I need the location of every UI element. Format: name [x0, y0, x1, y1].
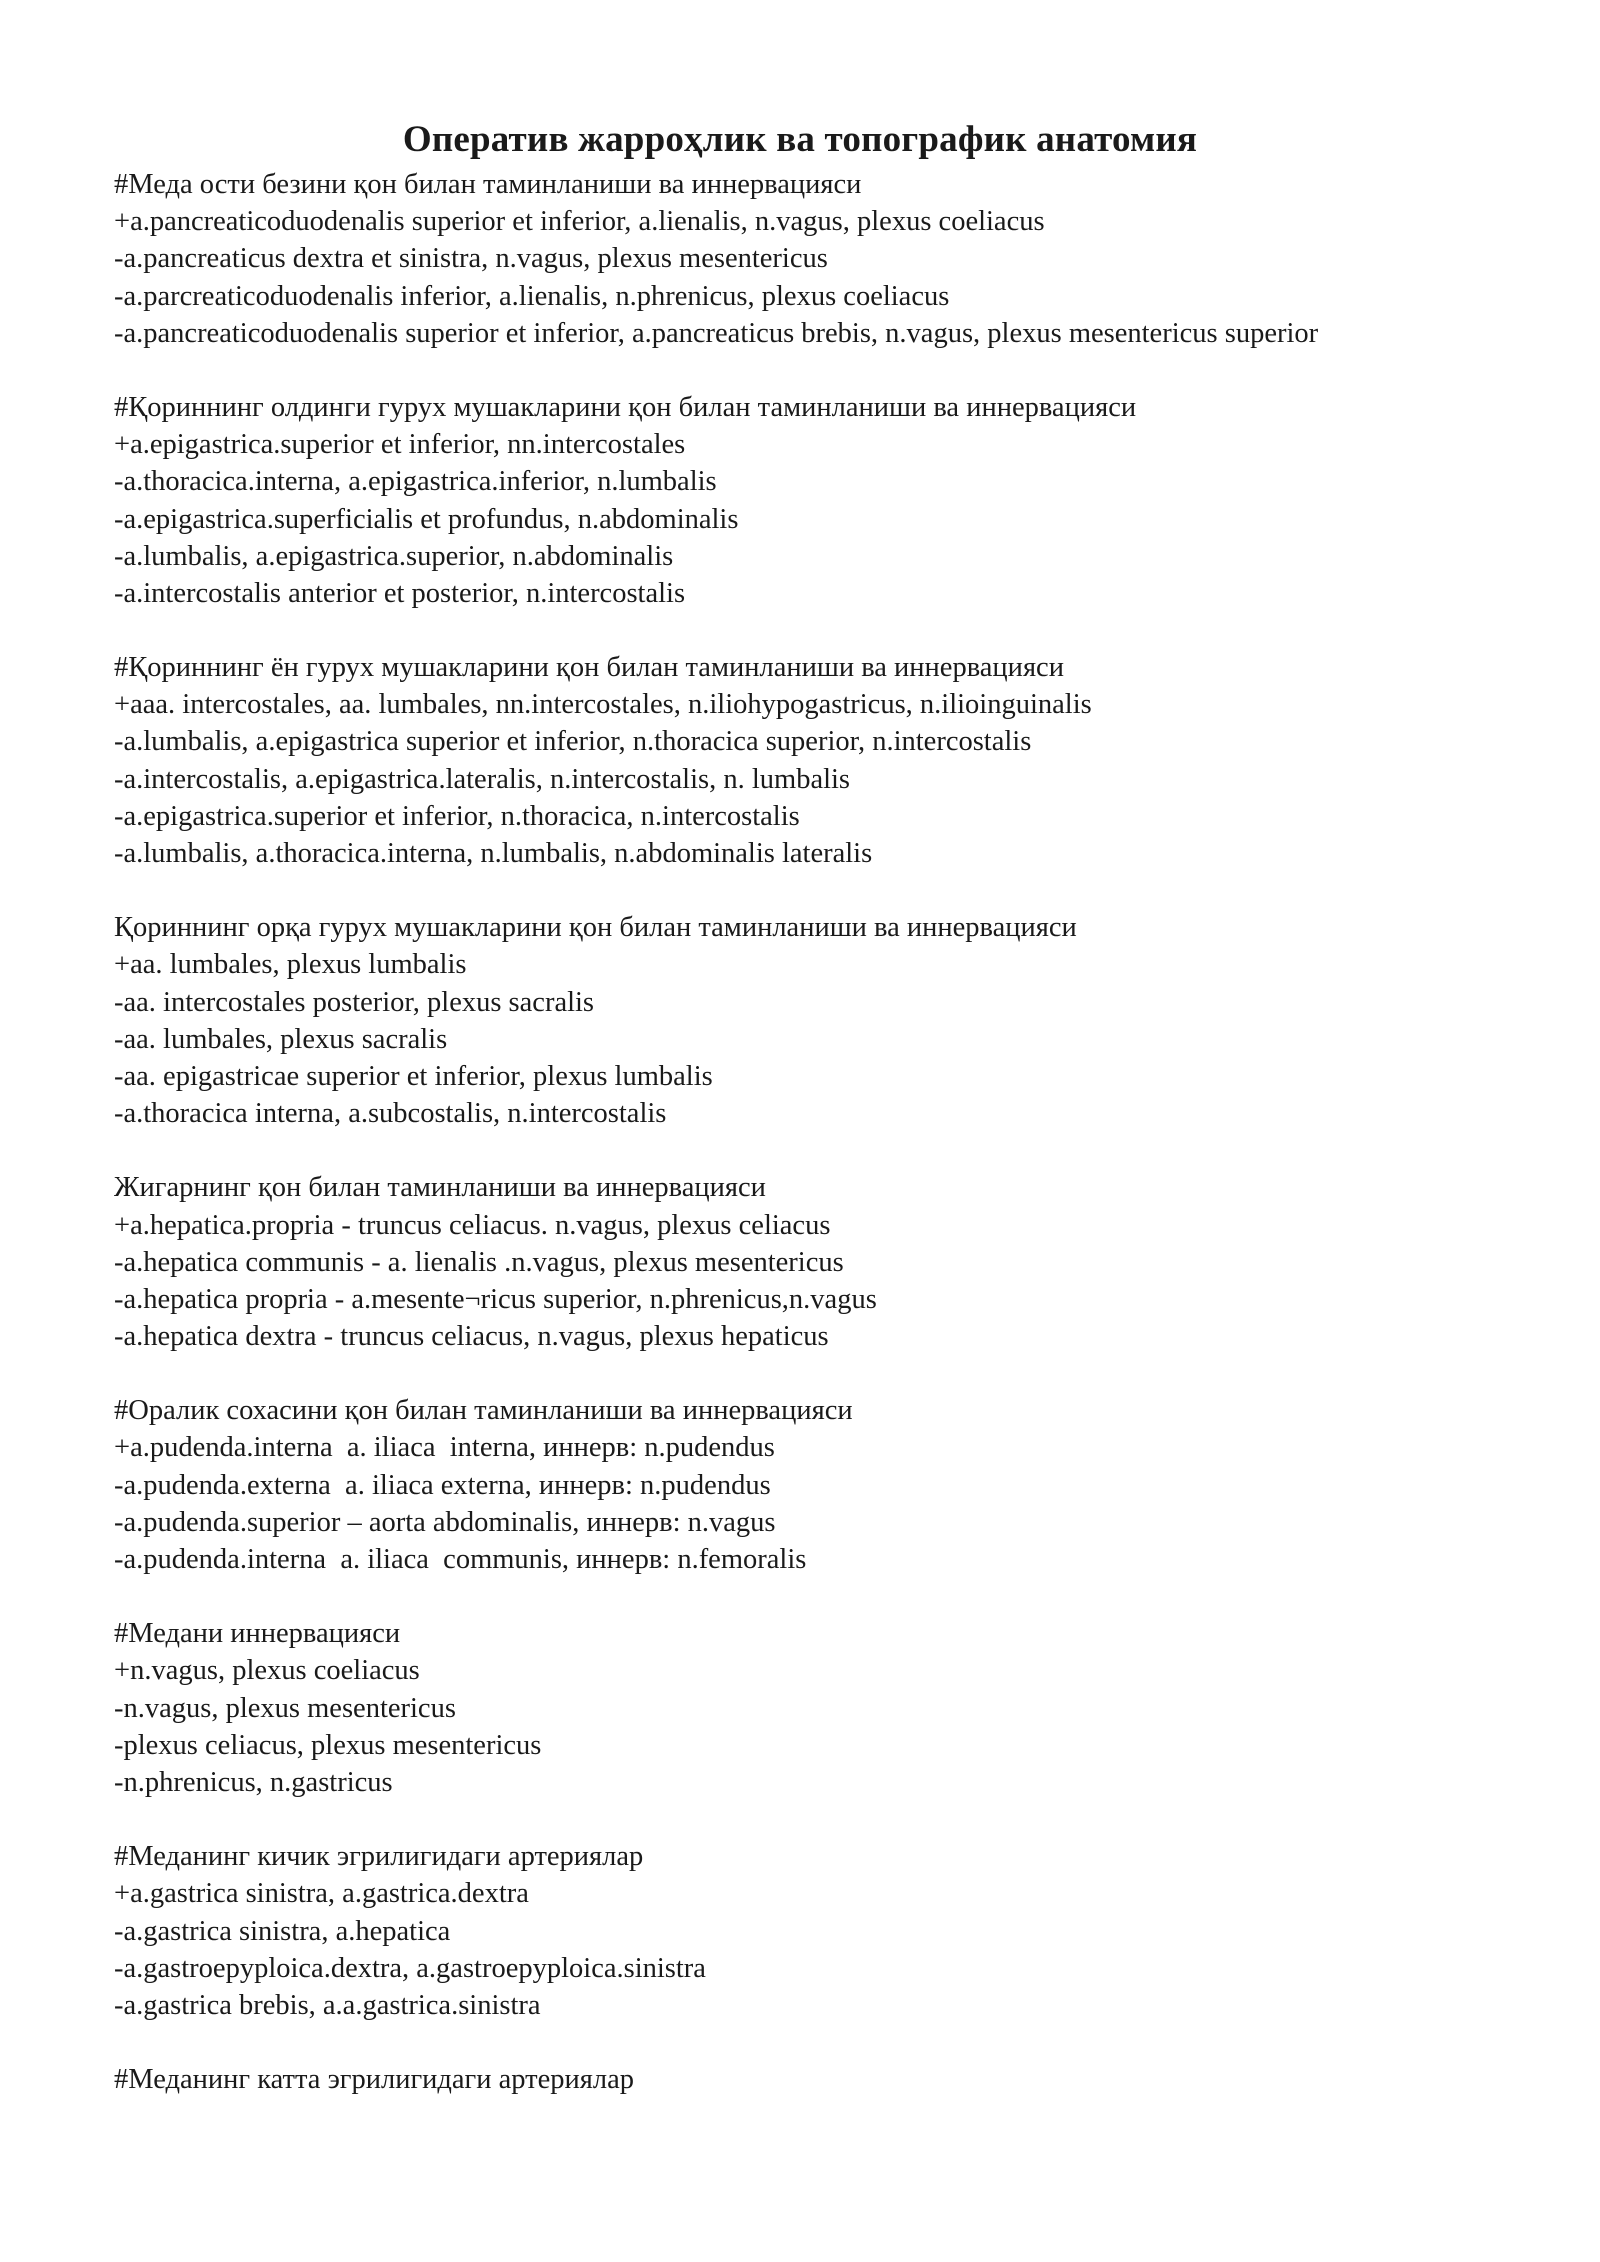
answer-option: -a.thoracica interna, a.subcostalis, n.intercostalis	[114, 1098, 667, 1130]
question-text: Қориннинг орқа гурух мушакларини қон билан таминланиши ва иннервацияси	[114, 912, 1077, 944]
answer-option: +a.gastrica sinistra, a.gastrica.dextra	[114, 1878, 529, 1910]
answer-option: +aa. lumbales, plexus lumbalis	[114, 949, 467, 981]
question-text: #Оралик сохасини қон билан таминланиши ва иннервацияси	[114, 1395, 853, 1427]
answer-option: -a.epigastrica.superficialis et profundus, n.abdominalis	[114, 503, 739, 535]
answer-option: -a.thoracica.interna, a.epigastrica.inferior, n.lumbalis	[114, 466, 717, 498]
answer-option: -a.gastrica brebis, a.a.gastrica.sinistra	[114, 1989, 541, 2021]
question-text: Жигарнинг қон билан таминланиши ва иннервацияси	[114, 1172, 766, 1204]
question-block	[114, 166, 1554, 352]
answer-option: -a.intercostalis anterior et posterior, n.intercostalis	[114, 577, 686, 609]
question-text: #Қориннинг олдинги гурух мушакларини қон билан таминланиши ва иннервацияси	[114, 391, 1137, 423]
answer-option: -a.pancreaticoduodenalis superior et inferior, a.pancreaticus brebis, n.vagus, plexus mesentericus superior	[114, 317, 1319, 349]
question-block	[114, 909, 1554, 1132]
question-block	[114, 1392, 1554, 1578]
answer-option: -aa. lumbales, plexus sacralis	[114, 1023, 448, 1055]
answer-option: -a.hepatica propria - a.mesente¬ricus superior, n.phrenicus,n.vagus	[114, 1283, 877, 1315]
question-text: #Меданинг кичик эгрилигидаги артериялар	[114, 1841, 644, 1873]
answer-option: +a.pancreaticoduodenalis superior et inferior, a.lienalis, n.vagus, plexus coeliacus	[114, 206, 1045, 238]
answer-option: +a.hepatica.propria - truncus celiacus. n.vagus, plexus celiacus	[114, 1209, 831, 1241]
answer-option: -a.intercostalis, a.epigastrica.lateralis, n.intercostalis, n. lumbalis	[114, 763, 851, 795]
answer-option: -a.pudenda.externa a. iliaca externa, иннерв: n.pudendus	[114, 1469, 771, 1501]
answer-option: -plexus celiacus, plexus mesentericus	[114, 1729, 542, 1761]
question-text: #Медани иннервацияси	[114, 1618, 401, 1650]
answer-option: -a.parcreaticoduodenalis inferior, a.lienalis, n.phrenicus, plexus coeliacus	[114, 280, 950, 312]
question-block	[114, 389, 1554, 612]
question-block	[114, 2061, 1554, 2098]
question-text: #Меда ости безини қон билан таминланиши ва иннервацияси	[114, 169, 862, 200]
question-list	[114, 166, 1554, 2135]
answer-option: -aa. intercostales posterior, plexus sacralis	[114, 986, 595, 1018]
answer-option: -a.hepatica communis - a. lienalis .n.vagus, plexus mesentericus	[114, 1246, 844, 1278]
answer-option: -a.gastroepyploica.dextra, a.gastroepyploica.sinistra	[114, 1952, 706, 1984]
answer-option: +a.pudenda.interna a. iliaca interna, иннерв: n.pudendus	[114, 1432, 775, 1464]
answer-option: +a.epigastrica.superior et inferior, nn.intercostales	[114, 429, 686, 461]
answer-option: -aa. epigastricae superior et inferior, plexus lumbalis	[114, 1060, 713, 1092]
answer-option: -a.lumbalis, a.thoracica.interna, n.lumbalis, n.abdominalis lateralis	[114, 838, 873, 869]
answer-option: -a.pancreaticus dextra et sinistra, n.vagus, plexus mesentericus	[114, 243, 828, 275]
question-text: #Меданинг катта эгрилигидаги артериялар	[114, 2064, 634, 2096]
answer-option: +aaa. intercostales, aa. lumbales, nn.intercostales, n.iliohypogastricus, n.ilioinguinalis	[114, 689, 1092, 721]
question-block	[114, 1838, 1554, 2024]
answer-option: -n.vagus, plexus mesentericus	[114, 1692, 456, 1724]
answer-option: -a.gastrica sinistra, a.hepatica	[114, 1915, 451, 1947]
answer-option: -a.pudenda.superior – aorta abdominalis, иннерв: n.vagus	[114, 1506, 776, 1538]
answer-option: -a.hepatica dextra - truncus celiacus, n.vagus, plexus hepaticus	[114, 1321, 829, 1353]
answer-option: -a.lumbalis, a.epigastrica.superior, n.abdominalis	[114, 540, 674, 572]
question-block	[114, 1169, 1554, 1355]
answer-option: -a.pudenda.interna a. iliaca communis, иннерв: n.femoralis	[114, 1544, 807, 1575]
question-block	[114, 649, 1554, 872]
document-title: Оператив жарроҳлик ва топографик анатомия	[402, 119, 1198, 160]
answer-option: -a.lumbalis, a.epigastrica superior et inferior, n.thoracica superior, n.intercostalis	[114, 726, 1032, 758]
answer-option: -n.phrenicus, n.gastricus	[114, 1766, 393, 1798]
question-text: #Қориннинг ён гурух мушакларини қон билан таминланиши ва иннервацияси	[114, 652, 1064, 684]
question-block	[114, 1615, 1554, 1801]
answer-option: -a.epigastrica.superior et inferior, n.thoracica, n.intercostalis	[114, 800, 800, 832]
answer-option: +n.vagus, plexus coeliacus	[114, 1655, 420, 1687]
